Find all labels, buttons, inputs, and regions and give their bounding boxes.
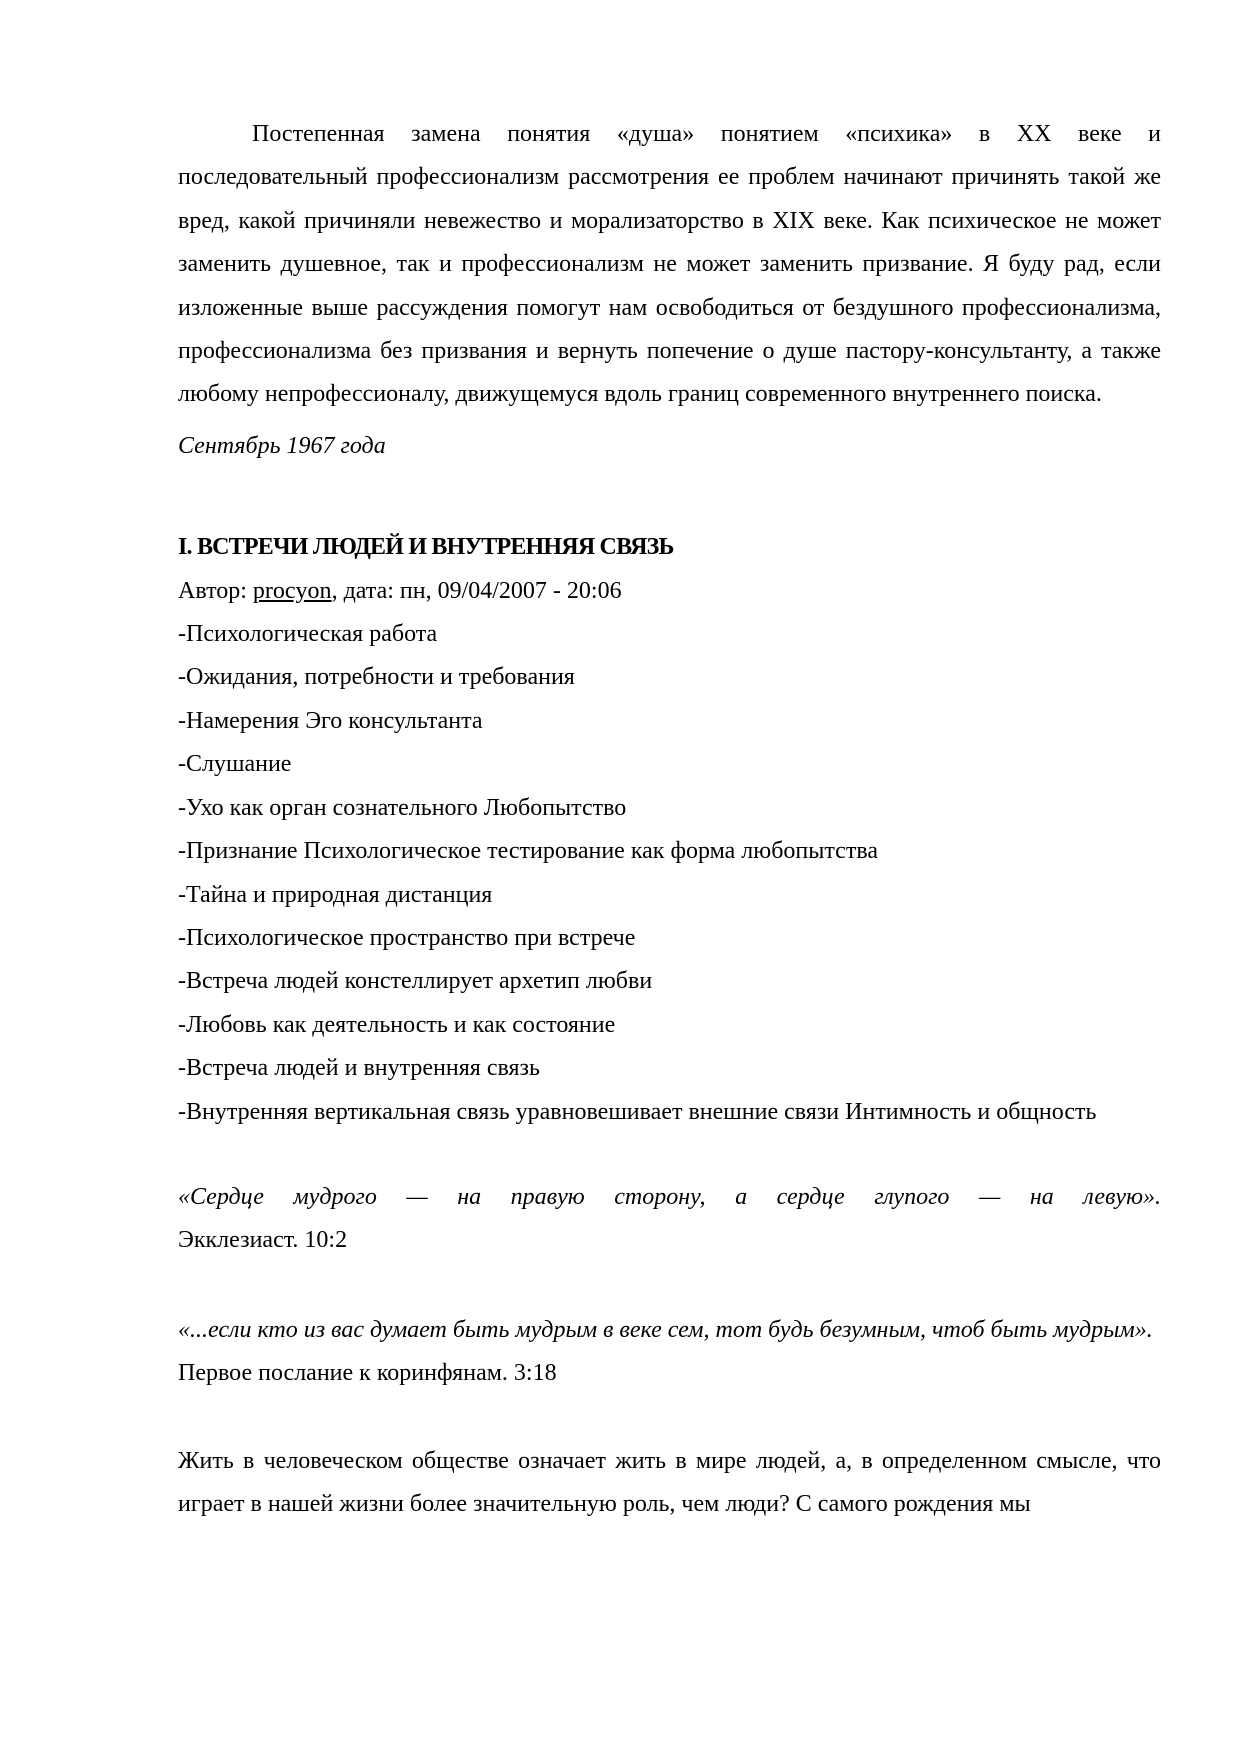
section-heading: I. ВСТРЕЧИ ЛЮДЕЙ И ВНУТРЕННЯЯ СВЯЗЬ: [178, 534, 674, 561]
contents-item: -Встреча людей и внутренняя связь: [178, 1055, 540, 1082]
epigraph-quote: «Сердце мудрого — на правую сторону, а сердце глупого — на левую».: [178, 1183, 1161, 1210]
contents-item: -Внутренняя вертикальная связь уравновешивает внешние связи Интимность и общность: [178, 1098, 1097, 1125]
document-page: [178, 113, 1161, 1526]
contents-item: -Слушание: [178, 751, 292, 778]
byline-prefix: Автор:: [178, 577, 253, 604]
contents-item: -Тайна и природная дистанция: [178, 881, 493, 908]
epigraph-source: Первое послание к коринфянам. 3:18: [178, 1360, 557, 1387]
contents-item: -Психологическое пространство при встрече: [178, 924, 636, 951]
body-paragraph: Жить в человеческом обществе означает жить в мире людей, а, в определенном смысле, что играет в нашей жизни более значительную роль, чем люди? С самого рождения мы: [178, 1447, 1161, 1517]
epigraph-source: Экклезиаст. 10:2: [178, 1227, 348, 1254]
byline: [178, 570, 1161, 613]
author-link[interactable]: procyon: [252, 577, 332, 604]
contents-item: -Намерения Эго консультанта: [178, 707, 483, 734]
intro-paragraph: Постепенная замена понятия «душа» понятием «психика» в XX веке и последовательный профессионализм рассмотрения ее проблем начинают причинять такой же вред, какой причиняли невежество и морализаторство в XIX веке. Как психическое не может заменить душевное, так и профессионализм не может заменить призвание. Я буду рад, если изложенные выше рассуждения помогут нам освободиться от бездушного профессионализма, профессионализма без призвания и вернуть попечение о душе пастору-консультанту, а также любому непрофессионалу, движущемуся вдоль границ современного внутреннего поиска.: [178, 121, 1161, 408]
contents-item: -Психологическая работа: [178, 621, 438, 648]
contents-item: -Ожидания, потребности и требования: [178, 664, 575, 691]
contents-item: -Любовь как деятельность и как состояние: [178, 1011, 616, 1038]
contents-item: -Ухо как орган сознательного Любопытство: [178, 794, 627, 821]
contents-list: [178, 613, 1161, 1134]
epigraph: [178, 1176, 1161, 1263]
contents-item: -Признание Психологическое тестирование как форма любопытства: [178, 838, 878, 865]
contents-item: -Встреча людей констеллирует архетип любви: [178, 968, 653, 995]
byline-suffix: , дата: пн, 09/04/2007 - 20:06: [331, 577, 622, 604]
epigraph: [178, 1309, 1161, 1396]
intro-date: Сентябрь 1967 года: [178, 432, 386, 459]
epigraph-quote: «...если кто из вас думает быть мудрым в веке сем, тот будь безумным, чтоб быть мудрым».: [178, 1316, 1153, 1343]
